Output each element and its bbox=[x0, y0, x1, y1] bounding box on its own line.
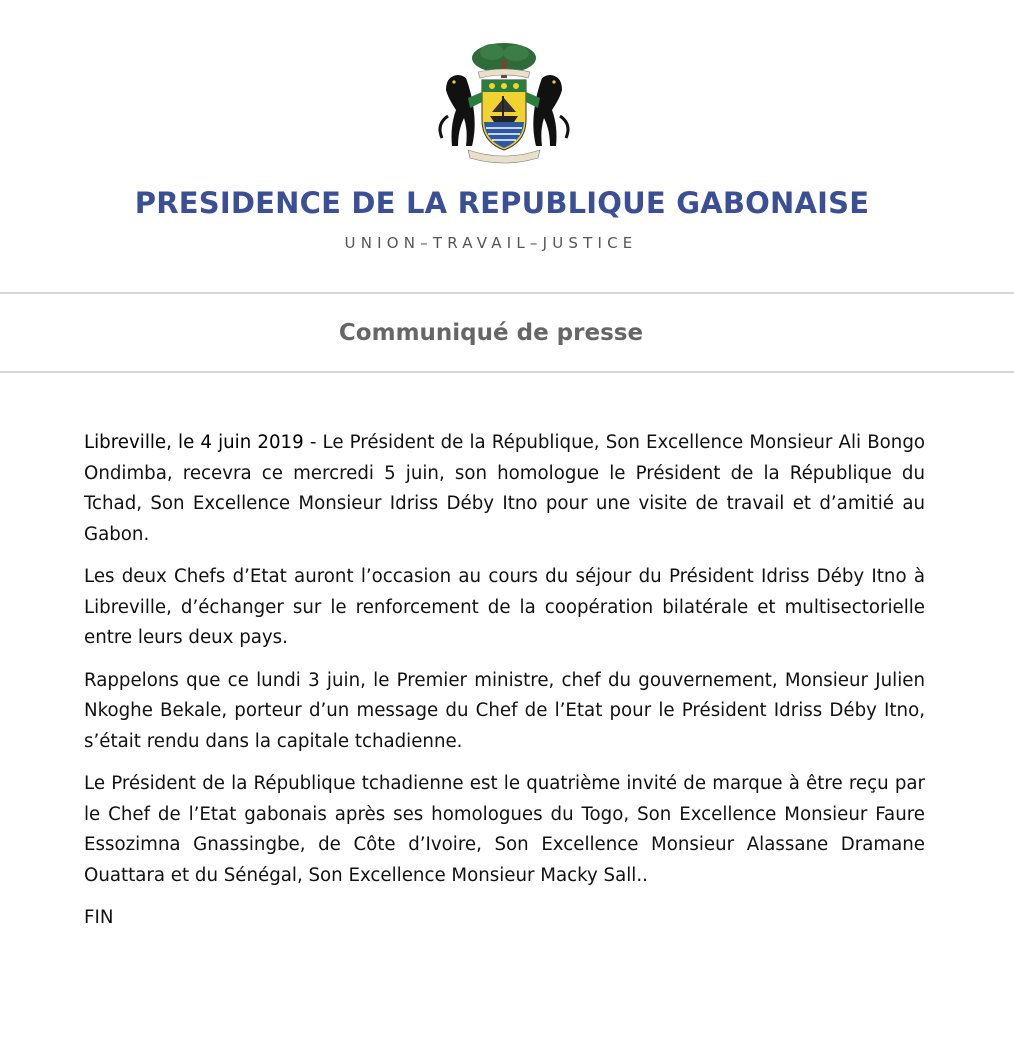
end-marker: FIN bbox=[84, 907, 114, 928]
document-heading: Communiqué de presse bbox=[338, 320, 644, 346]
coat-of-arms-emblem bbox=[428, 38, 580, 168]
divider-top bbox=[0, 292, 1014, 294]
paragraph-1 bbox=[84, 428, 925, 550]
institution-title: PRESIDENCE DE LA REPUBLIQUE GABONAISE bbox=[134, 186, 870, 220]
paragraph-4: Le Président de la République tchadienne est le quatrième invité de marque à être reçu par le Chef de l’Etat gabonais après ses homologues du Togo, Son Excellence Monsieur Faure Essozimna Gnassingbe, de Côte d’Ivoire, Son Excellence Monsieur Alassane Dramane Ouattara et du Sénégal, Son Excellence Monsieur Macky Sall.. bbox=[84, 773, 925, 886]
paragraph-3: Rappelons que ce lundi 3 juin, le Premier ministre, chef du gouvernement, Monsieur Julien Nkoghe Bekale, porteur d’un message du Chef de l’Etat pour le Président Idriss Déby Itno, s’était rendu dans la capitale tchadienne. bbox=[84, 669, 925, 752]
paragraph-1-text: - Le Président de la République, Son Excellence Monsieur Ali Bongo Ondimba, recevra ce mercredi 5 juin, son homologue le Président de la République du Tchad, Son Excellence Monsieur Idriss Déby Itno pour une visite de travail et d’amitié au Gabon. bbox=[84, 432, 925, 545]
divider-bottom bbox=[0, 371, 1014, 373]
press-release-body bbox=[84, 428, 925, 946]
dateline: Libreville, le 4 juin 2019 bbox=[84, 432, 304, 453]
national-motto: UNION–TRAVAIL–JUSTICE bbox=[344, 234, 638, 252]
paragraph-2: Les deux Chefs d’Etat auront l’occasion au cours du séjour du Président Idriss Déby Itno à Libreville, d’échanger sur le renforcement de la coopération bilatérale et multisectorielle entre leurs deux pays. bbox=[84, 566, 925, 648]
